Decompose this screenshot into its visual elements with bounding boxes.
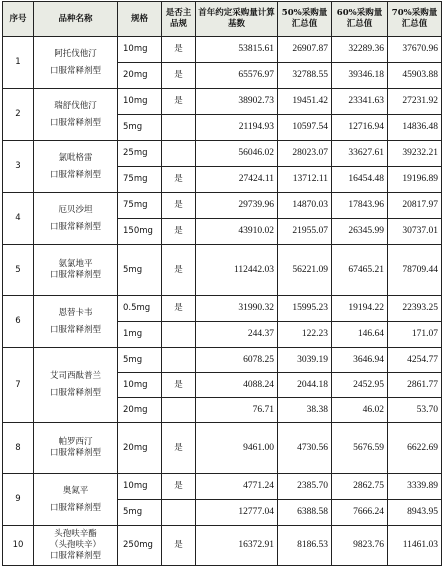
row-seq: 7 — [3, 348, 34, 423]
p70-cell: 4254.77 — [388, 348, 442, 373]
main-flag-cell: 是 — [162, 63, 196, 89]
p70-cell: 14836.48 — [388, 115, 442, 141]
plan-qty-cell: 16372.91 — [196, 526, 278, 566]
row-seq: 10 — [3, 526, 34, 566]
drug-name — [34, 245, 118, 296]
p60-cell: 17843.96 — [332, 193, 388, 219]
row-seq: 8 — [3, 423, 34, 474]
drug-name-line: 口服常释剂型 — [49, 117, 101, 128]
spec-cell: 75mg — [118, 167, 162, 193]
p50-cell: 26907.87 — [278, 37, 332, 63]
spec-cell: 10mg — [118, 89, 162, 115]
p70-cell: 3339.89 — [388, 474, 442, 500]
row-seq: 5 — [3, 245, 34, 296]
p60-cell: 67465.21 — [332, 245, 388, 296]
header-name: 品种名称 — [34, 2, 118, 37]
p50-cell: 3039.19 — [278, 348, 332, 373]
drug-name — [34, 193, 118, 245]
drug-name — [34, 423, 118, 474]
p70-cell: 45903.88 — [388, 63, 442, 89]
p50-cell: 6388.58 — [278, 500, 332, 526]
procurement-table — [2, 1, 442, 566]
p70-cell: 11461.03 — [388, 526, 442, 566]
p60-cell: 12716.94 — [332, 115, 388, 141]
p50-cell: 28023.07 — [278, 141, 332, 167]
drug-name-line: 口服常释剂型 — [49, 448, 101, 458]
p60-cell: 32289.36 — [332, 37, 388, 63]
drug-name — [34, 348, 118, 423]
p70-cell: 171.07 — [388, 322, 442, 348]
drug-name-line: 艾司西酞普兰 — [49, 371, 101, 381]
spec-cell: 150mg — [118, 219, 162, 245]
spec-cell: 10mg — [118, 37, 162, 63]
spec-cell: 1mg — [118, 322, 162, 348]
p70-cell: 2861.77 — [388, 373, 442, 398]
drug-name — [34, 141, 118, 193]
p50-cell: 38.38 — [278, 398, 332, 423]
plan-qty-cell: 29739.96 — [196, 193, 278, 219]
drug-name-line: 氯吡格雷 — [58, 152, 93, 163]
p50-cell: 15995.23 — [278, 296, 332, 322]
row-seq: 1 — [3, 37, 34, 89]
main-flag-cell: 是 — [162, 474, 196, 500]
main-flag-cell — [162, 115, 196, 141]
plan-qty-cell: 76.71 — [196, 398, 278, 423]
p50-cell: 56221.09 — [278, 245, 332, 296]
main-flag-cell: 是 — [162, 167, 196, 193]
drug-name-line: 头孢呋辛酯 — [54, 529, 97, 539]
p50-cell: 4730.56 — [278, 423, 332, 474]
spec-cell: 75mg — [118, 193, 162, 219]
p50-cell: 2044.18 — [278, 373, 332, 398]
plan-qty-cell: 4088.24 — [196, 373, 278, 398]
drug-name-line: 口服常释剂型 — [49, 502, 101, 513]
table-row — [3, 296, 442, 322]
row-seq: 3 — [3, 141, 34, 193]
table-row — [3, 474, 442, 500]
main-flag-cell — [162, 348, 196, 373]
p60-cell: 26345.99 — [332, 219, 388, 245]
plan-qty-cell: 53815.61 — [196, 37, 278, 63]
drug-name-line: 瑞舒伐他汀 — [54, 100, 97, 111]
drug-name-line: 帕罗西汀 — [58, 437, 93, 447]
plan-qty-cell: 31990.32 — [196, 296, 278, 322]
drug-name-line: 口服常释剂型 — [49, 270, 101, 280]
p70-cell: 30737.01 — [388, 219, 442, 245]
drug-name-line: 奥氮平 — [62, 485, 89, 496]
plan-qty-cell: 43910.02 — [196, 219, 278, 245]
spec-cell: 5mg — [118, 245, 162, 296]
p50-cell: 2385.70 — [278, 474, 332, 500]
main-flag-cell: 是 — [162, 89, 196, 115]
p50-cell: 19451.42 — [278, 89, 332, 115]
table-row — [3, 423, 442, 474]
drug-name — [34, 474, 118, 526]
p50-cell: 10597.54 — [278, 115, 332, 141]
spec-cell: 5mg — [118, 500, 162, 526]
table-row — [3, 526, 442, 566]
p50-cell: 32788.55 — [278, 63, 332, 89]
plan-qty-cell: 4771.24 — [196, 474, 278, 500]
plan-qty-cell: 21194.93 — [196, 115, 278, 141]
header-main: 是否主品规 — [162, 2, 196, 37]
main-flag-cell: 是 — [162, 219, 196, 245]
p70-cell: 19196.89 — [388, 167, 442, 193]
p60-cell: 23341.63 — [332, 89, 388, 115]
drug-name — [34, 526, 118, 566]
p60-cell: 2862.75 — [332, 474, 388, 500]
header-spec: 规格 — [118, 2, 162, 37]
spec-cell: 20mg — [118, 398, 162, 423]
main-flag-cell — [162, 322, 196, 348]
p60-cell: 7666.24 — [332, 500, 388, 526]
table-body — [3, 37, 442, 566]
main-flag-cell: 是 — [162, 373, 196, 398]
p70-cell: 27231.92 — [388, 89, 442, 115]
drug-name-line: 口服常释剂型 — [49, 551, 101, 561]
p70-cell: 22393.25 — [388, 296, 442, 322]
p70-cell: 8943.95 — [388, 500, 442, 526]
p50-cell: 21955.07 — [278, 219, 332, 245]
p60-cell: 46.02 — [332, 398, 388, 423]
plan-qty-cell: 6078.25 — [196, 348, 278, 373]
plan-qty-cell: 112442.03 — [196, 245, 278, 296]
spec-cell: 0.5mg — [118, 296, 162, 322]
plan-qty-cell: 27424.11 — [196, 167, 278, 193]
row-seq: 2 — [3, 89, 34, 141]
p70-cell: 53.70 — [388, 398, 442, 423]
plan-qty-cell: 56046.02 — [196, 141, 278, 167]
p50-cell: 14870.03 — [278, 193, 332, 219]
spec-cell: 10mg — [118, 474, 162, 500]
drug-name-line: 厄贝沙坦 — [58, 204, 93, 215]
main-flag-cell — [162, 398, 196, 423]
header-p70: 70%采购量汇总值 — [388, 2, 442, 37]
row-seq: 4 — [3, 193, 34, 245]
drug-name-line: 氨氯地平 — [58, 259, 93, 269]
main-flag-cell: 是 — [162, 296, 196, 322]
p60-cell: 19194.22 — [332, 296, 388, 322]
row-seq: 9 — [3, 474, 34, 526]
plan-qty-cell: 244.37 — [196, 322, 278, 348]
spec-cell: 5mg — [118, 348, 162, 373]
plan-qty-cell: 9461.00 — [196, 423, 278, 474]
p60-cell: 146.64 — [332, 322, 388, 348]
drug-name-line: 口服常释剂型 — [49, 65, 101, 76]
table-row — [3, 89, 442, 115]
spec-cell: 250mg — [118, 526, 162, 566]
table-row — [3, 37, 442, 63]
drug-name-line: （头孢呋辛） — [49, 540, 101, 550]
spec-cell: 5mg — [118, 115, 162, 141]
main-flag-cell: 是 — [162, 193, 196, 219]
p70-cell: 6622.69 — [388, 423, 442, 474]
main-flag-cell: 是 — [162, 37, 196, 63]
spec-cell: 20mg — [118, 63, 162, 89]
p60-cell: 33627.61 — [332, 141, 388, 167]
main-flag-cell — [162, 500, 196, 526]
table-row — [3, 245, 442, 296]
table-row — [3, 141, 442, 167]
spec-cell: 10mg — [118, 373, 162, 398]
p70-cell: 37670.96 — [388, 37, 442, 63]
p70-cell: 20817.97 — [388, 193, 442, 219]
drug-name-line: 口服常释剂型 — [49, 324, 101, 335]
table-row — [3, 348, 442, 373]
p60-cell: 2452.95 — [332, 373, 388, 398]
p70-cell: 78709.44 — [388, 245, 442, 296]
p60-cell: 9823.76 — [332, 526, 388, 566]
plan-qty-cell: 38902.73 — [196, 89, 278, 115]
main-flag-cell — [162, 141, 196, 167]
p50-cell: 122.23 — [278, 322, 332, 348]
p50-cell: 8186.53 — [278, 526, 332, 566]
drug-name-line: 口服常释剂型 — [49, 388, 101, 398]
drug-name — [34, 296, 118, 348]
row-seq: 6 — [3, 296, 34, 348]
main-flag-cell: 是 — [162, 423, 196, 474]
p70-cell: 39232.21 — [388, 141, 442, 167]
header-row — [3, 2, 442, 37]
drug-name-line: 阿托伐他汀 — [54, 48, 97, 59]
table-row — [3, 193, 442, 219]
drug-name-line: 口服常释剂型 — [49, 169, 101, 180]
p60-cell: 3646.94 — [332, 348, 388, 373]
p60-cell: 16454.48 — [332, 167, 388, 193]
drug-name — [34, 89, 118, 141]
plan-qty-cell: 65576.97 — [196, 63, 278, 89]
plan-qty-cell: 12777.04 — [196, 500, 278, 526]
header-seq: 序号 — [3, 2, 34, 37]
p50-cell: 13712.11 — [278, 167, 332, 193]
main-flag-cell: 是 — [162, 526, 196, 566]
p60-cell: 5676.59 — [332, 423, 388, 474]
main-flag-cell: 是 — [162, 245, 196, 296]
spec-cell: 25mg — [118, 141, 162, 167]
p60-cell: 39346.18 — [332, 63, 388, 89]
drug-name-line: 口服常释剂型 — [49, 221, 101, 232]
drug-name — [34, 37, 118, 89]
spec-cell: 20mg — [118, 423, 162, 474]
header-plan: 首年约定采购量计算基数 — [196, 2, 278, 37]
header-p50: 50%采购量汇总值 — [278, 2, 332, 37]
header-p60: 60%采购量汇总值 — [332, 2, 388, 37]
drug-name-line: 恩替卡韦 — [58, 307, 93, 318]
